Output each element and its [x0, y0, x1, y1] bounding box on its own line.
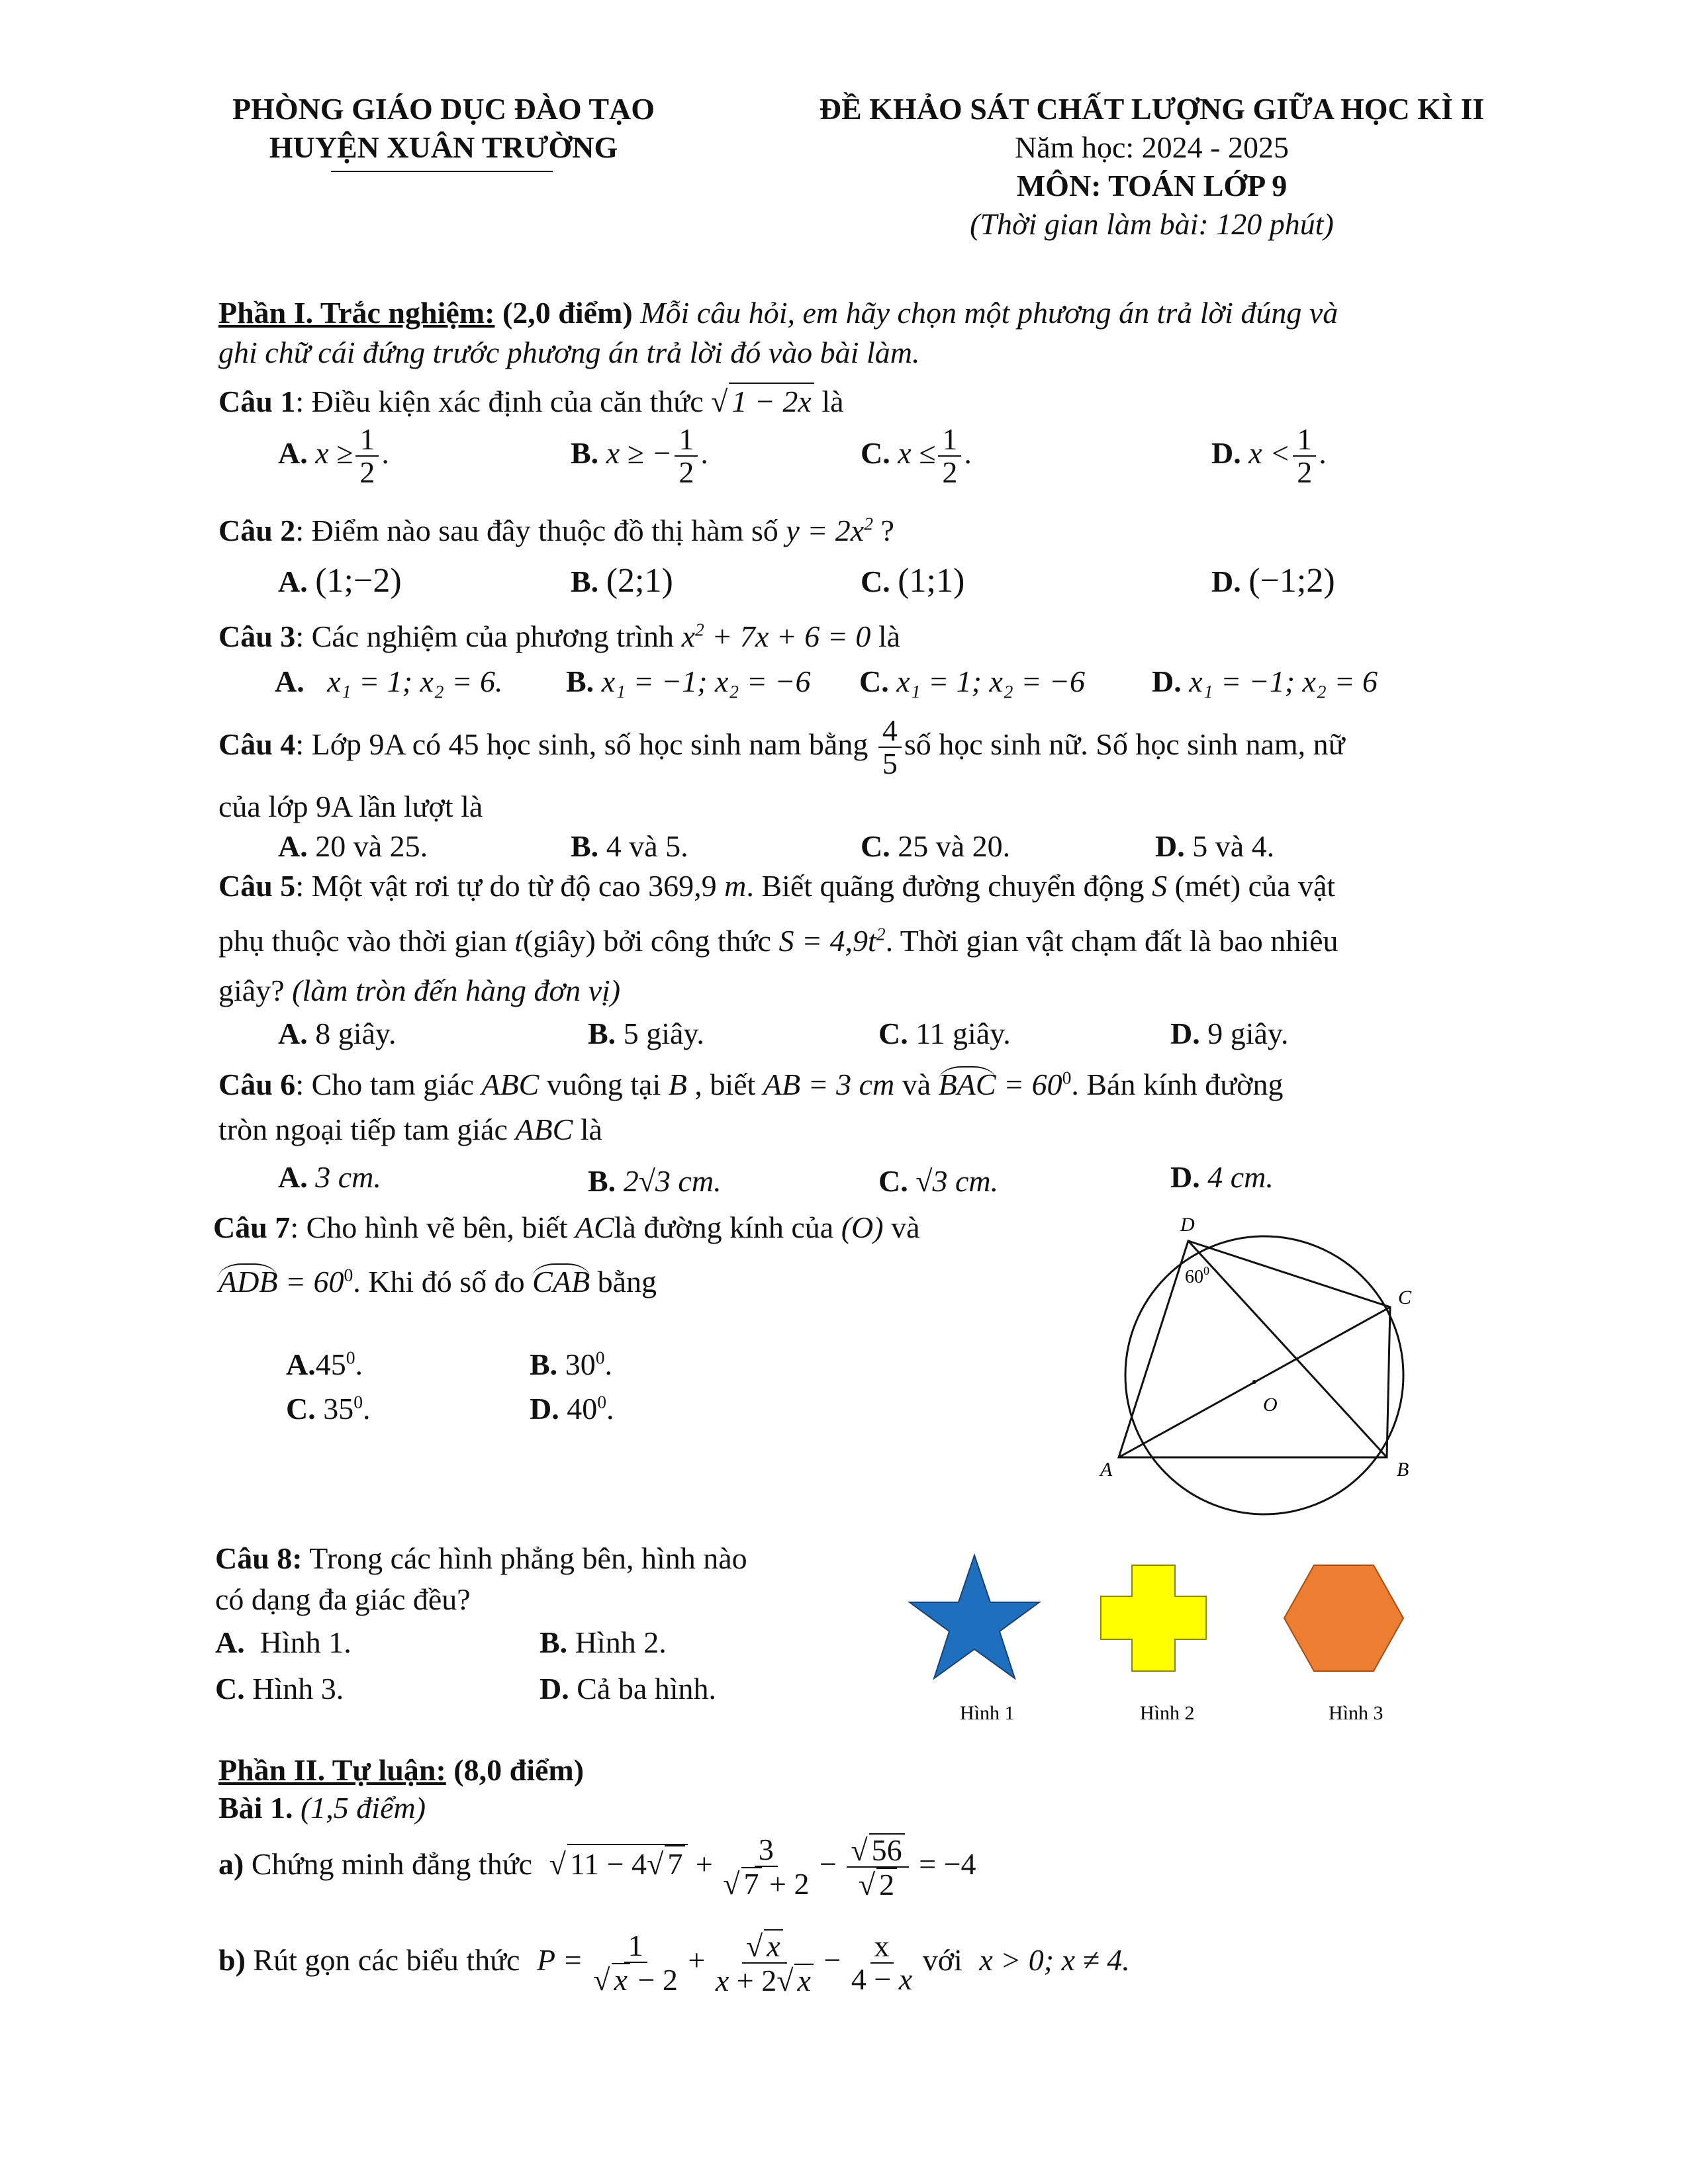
q3-option-b[interactable]: B. x₁ = −1; x₂ = −6	[566, 664, 811, 698]
q5-option-b[interactable]: B. 5 giây.	[588, 1017, 704, 1050]
question-6: Câu 6: Cho tam giác ABC vuông tại B , biết AB = 3 cm và BAC = $60^0$. Bán kính đường	[218, 1067, 1284, 1101]
q8-option-a[interactable]: A. Hình 1.	[215, 1625, 352, 1659]
label-d: D	[1180, 1214, 1195, 1236]
time-limit: (Thời gian làm bài: 120 phút)	[970, 207, 1334, 241]
circle-diagram	[1086, 1205, 1443, 1535]
hexagon-shape	[1284, 1565, 1403, 1671]
q2-option-d[interactable]: D. (−1;2)	[1211, 562, 1335, 600]
cross-shape	[1101, 1565, 1206, 1671]
part2-heading: Phần II. Tự luận: (8,0 điểm)	[218, 1753, 585, 1787]
question-8-line2: có dạng đa giác đều?	[215, 1582, 471, 1616]
question-5-line2: phụ thuộc vào thời gian t(giây) bởi công thức $S = 4,9t^2$. Thời gian vật chạm đất là bao nhiêu	[218, 923, 1338, 958]
school-district: HUYỆN XUÂN TRƯỜNG	[269, 130, 618, 164]
q8-option-b[interactable]: B. Hình 2.	[539, 1625, 667, 1659]
q5-option-c[interactable]: C. 11 giây.	[878, 1017, 1011, 1050]
shapes-figure	[907, 1549, 1450, 1727]
bai1-b: b) Rút gọn các biểu thức P = $\frac{1}{√ x - 2}$ + $\frac{√ x}{x + 2√ x}$ − $\frac{x}{4 - x}$ với x > 0; x ≠ 4.	[218, 1929, 1130, 1998]
q2-option-b[interactable]: B. (2;1)	[571, 562, 673, 600]
q1-option-c[interactable]: C. x ≤ $\frac{1}{2}$ .	[861, 422, 972, 490]
q7-option-a[interactable]: $A.45^0$.	[286, 1347, 363, 1381]
q5-option-d[interactable]: D. 9 giây.	[1170, 1017, 1289, 1050]
part1-heading: Phần I. Trắc nghiệm: (2,0 điểm) Mỗi câu hỏi, em hãy chọn một phương án trả lời đúng và	[218, 296, 1338, 330]
question-6-line2: tròn ngoại tiếp tam giác ABC là	[218, 1113, 602, 1146]
q4-option-b[interactable]: B. 4 và 5.	[571, 829, 688, 863]
q6-option-c[interactable]: C. √3 cm.	[878, 1164, 999, 1198]
question-2: Câu 2: Điểm nào sau đây thuộc đồ thị hàm số $y = 2x^2$ ?	[218, 513, 894, 547]
exam-title: ĐỀ KHẢO SÁT CHẤT LƯỢNG GIỮA HỌC KÌ II	[819, 92, 1485, 126]
label-c: C	[1398, 1287, 1412, 1308]
q6-option-b[interactable]: B. 2√3 cm.	[588, 1164, 722, 1198]
question-7: Câu 7: Cho hình vẽ bên, biết AClà đường kính của (O) và	[213, 1210, 920, 1244]
question-5-line3: giây? (làm tròn đến hàng đơn vị)	[218, 974, 621, 1007]
label-a: A	[1100, 1459, 1113, 1480]
label-hinh-3: Hình 3	[1329, 1702, 1383, 1724]
label-hinh-2: Hình 2	[1140, 1702, 1195, 1724]
q4-option-a[interactable]: A. 20 và 25.	[278, 829, 428, 863]
label-o: O	[1263, 1394, 1278, 1416]
q7-option-b[interactable]: B. $30^0$.	[530, 1347, 612, 1381]
q8-option-d[interactable]: D. Cả ba hình.	[539, 1672, 717, 1706]
q1-option-d[interactable]: D. x < $\frac{1}{2}$ .	[1211, 422, 1327, 490]
quadrilateral-dabc	[1119, 1241, 1390, 1457]
bai1-a: a) Chứng minh đẳng thức √ 11 − 4√ 7 + $\frac{3}{√ 7 + 2}$ − $\frac{√ 56}{√ 2}$ = −4	[218, 1833, 976, 1902]
q2-option-c[interactable]: C. (1;1)	[861, 562, 965, 600]
q6-option-d[interactable]: D. 4 cm.	[1170, 1160, 1274, 1194]
q3-option-d[interactable]: D. x₁ = −1; x₂ = 6	[1152, 664, 1378, 698]
question-8: Câu 8: Trong các hình phẳng bên, hình nào	[215, 1541, 747, 1575]
q5-option-a[interactable]: A. 8 giây.	[278, 1017, 397, 1050]
subject: MÔN: TOÁN LỚP 9	[1016, 169, 1288, 203]
star-shape	[910, 1555, 1039, 1678]
q7-option-d[interactable]: D. $40^0$.	[530, 1391, 614, 1426]
q2-option-a[interactable]: A. (1;−2)	[278, 562, 402, 600]
question-1: Câu 1: Điều kiện xác định của căn thức √ 1 − 2x là	[218, 383, 844, 419]
label-b: B	[1397, 1459, 1409, 1480]
q8-option-c[interactable]: C. Hình 3.	[215, 1672, 344, 1706]
label-hinh-1: Hình 1	[960, 1702, 1015, 1724]
part1-instruction: ghi chữ cái đứng trước phương án trả lời đó vào bài làm.	[218, 336, 920, 369]
q4-option-c[interactable]: C. 25 và 20.	[861, 829, 1011, 863]
angle-label: $60^0$	[1185, 1264, 1209, 1287]
school-dept: PHÒNG GIÁO DỤC ĐÀO TẠO	[232, 92, 655, 126]
bai1-heading: Bài 1. (1,5 điểm)	[218, 1791, 426, 1825]
question-4: Câu 4: Lớp 9A có 45 học sinh, số học sinh nam bằng $\frac{4}{5}$ số học sinh nữ. Số học sinh nam, nữ	[218, 713, 1345, 781]
q3-option-c[interactable]: C. x₁ = 1; x₂ = −6	[859, 664, 1085, 698]
q7-option-c[interactable]: C. $35^0$.	[286, 1391, 371, 1426]
circle-o	[1125, 1236, 1403, 1514]
question-4-line2: của lớp 9A lần lượt là	[218, 790, 483, 823]
q1-option-b[interactable]: B. x ≥ − $\frac{1}{2}$ .	[571, 422, 708, 490]
question-3: Câu 3: Các nghiệm của phương trình $x^2 + 7x + 6 = 0$ là	[218, 619, 901, 653]
q4-option-d[interactable]: D. 5 và 4.	[1155, 829, 1275, 863]
q6-option-a[interactable]: A. 3 cm.	[278, 1160, 381, 1194]
question-5: Câu 5: Một vật rơi tự do từ độ cao 369,9 m. Biết quãng đường chuyển động S (mét) của vật	[218, 869, 1336, 903]
header-underline	[331, 171, 553, 172]
q3-option-a[interactable]: A. x₁ = 1; x₂ = 6.	[275, 664, 503, 698]
question-7-line2: ADB = $60^0$. Khi đó số đo CAB bằng	[218, 1264, 657, 1298]
q1-option-a[interactable]: A. x ≥ $\frac{1}{2}$ .	[278, 422, 389, 490]
school-year: Năm học: 2024 - 2025	[1015, 130, 1289, 164]
center-o-dot	[1252, 1380, 1256, 1384]
